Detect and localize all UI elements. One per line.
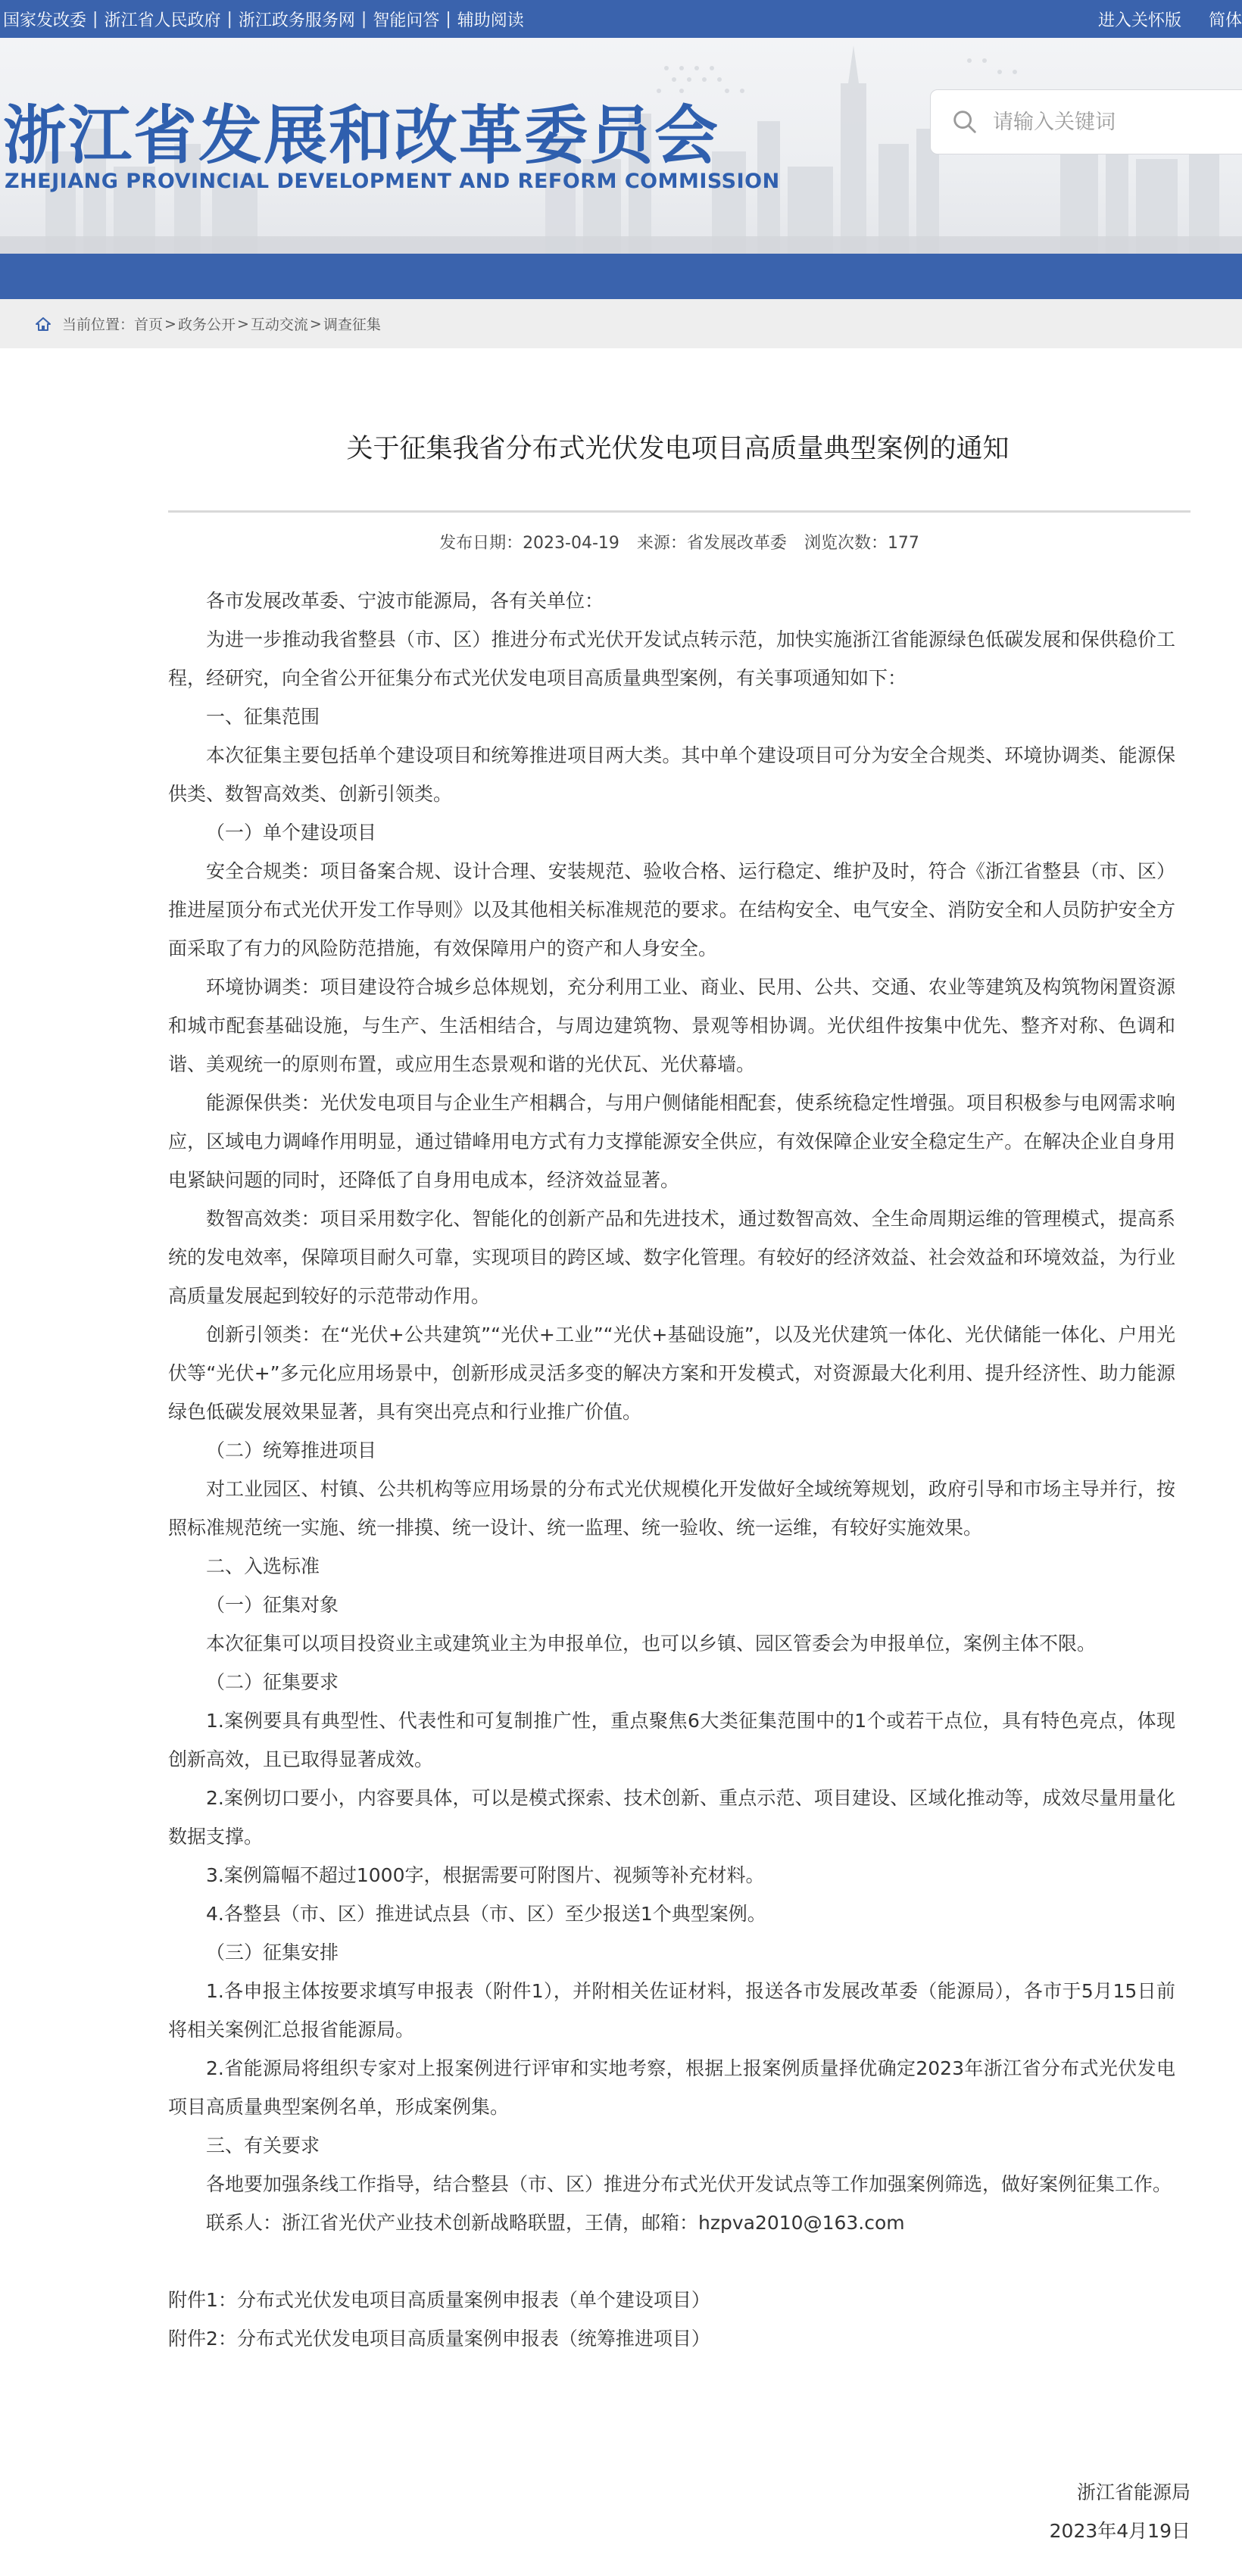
paragraph: 能源保供类：光伏发电项目与企业生产相耦合，与用户侧储能相配套，使系统稳定性增强。项目积极参与电网需求响应，区域电力调峰作用明显，通过错峰用电方式有力支撑能源安全供应，有效保障企业安全稳定生产。在解决企业自身用电紧缺问题的同时，还降低了自身用电成本，经济效益显著。 <box>168 1092 1175 1191</box>
breadcrumb-label: 当前位置： <box>62 317 135 333</box>
breadcrumb <box>35 299 381 348</box>
divider: | <box>226 9 232 29</box>
site-logo-title[interactable]: 浙江省发展和改革委员会 <box>3 98 720 173</box>
paragraph: 各市发展改革委、宁波市能源局，各有关单位： <box>206 590 604 612</box>
divider: | <box>360 9 367 29</box>
article-body <box>168 582 1175 2358</box>
divider: | <box>445 9 451 29</box>
paragraph: 为进一步推动我省整县（市、区）推进分布式光伏开发试点转示范，加快实施浙江省能源绿色低碳发展和保供稳价工程，经研究，向全省公开征集分布式光伏发电项目高质量典型案例，有关事项通知如下： <box>168 628 1175 689</box>
breadcrumb-item-interaction[interactable]: 互动交流 <box>250 317 308 333</box>
paragraph: 各地要加强条线工作指导，结合整县（市、区）推进分布式光伏开发试点等工作加强案例筛选，做好案例征集工作。 <box>206 2173 1172 2195</box>
paragraph: 创新引领类：在“光伏+公共建筑”“光伏+工业”“光伏+基础设施”，以及光伏建筑一体化、光伏储能一体化、户用光伏等“光伏+”多元化应用场景中，创新形成灵活多变的解决方案和开发模式，对资源最大化利用、提升经济性、助力能源绿色低碳发展效果显著，具有突出亮点和行业推广价值。 <box>168 1324 1175 1423</box>
search-input[interactable] <box>993 111 1220 134</box>
subsection-heading: （二）征集要求 <box>206 1671 339 1693</box>
article-source: 来源：省发展改革委 <box>636 534 787 553</box>
subsection-heading: （一）征集对象 <box>206 1594 339 1616</box>
breadcrumb-item-survey[interactable]: 调查征集 <box>323 317 381 333</box>
paragraph: 1.案例要具有典型性、代表性和可复制推广性，重点聚焦6大类征集范围中的1个或若干点位，具有特色亮点，体现创新高效，且已取得显著成效。 <box>168 1710 1175 1770</box>
attachment-link-2[interactable]: 附件2：分布式光伏发电项目高质量案例申报表（统筹推进项目） <box>168 2328 710 2350</box>
site-logo-subtitle: ZHEJIANG PROVINCIAL DEVELOPMENT AND REFORM COMMISSION <box>5 170 780 193</box>
top-right-links <box>1071 0 1242 38</box>
paragraph: 本次征集可以项目投资业主或建筑业主为申报单位，也可以乡镇、园区管委会为申报单位，案例主体不限。 <box>206 1633 1097 1654</box>
search-box <box>930 89 1242 154</box>
section-heading: 一、征集范围 <box>206 706 320 728</box>
breadcrumb-separator: > <box>236 315 249 332</box>
signature-org: 浙江省能源局 <box>1076 2481 1191 2503</box>
article-title: 关于征集我省分布式光伏发电项目高质量典型案例的通知 <box>346 434 1010 464</box>
view-count: 浏览次数：177 <box>804 534 919 553</box>
contact-paragraph: 联系人：浙江省光伏产业技术创新战略联盟，王倩，邮箱：hzpva2010@163.com <box>206 2212 905 2234</box>
paragraph: 环境协调类：项目建设符合城乡总体规划，充分利用工业、商业、民用、公共、交通、农业等建筑及构筑物闲置资源和城市配套基础设施，与生产、生活相结合，与周边建筑物、景观等相协调。光伏组件按集中优先、整齐对称、色调和谐、美观统一的原则布置，或应用生态景观和谐的光伏瓦、光伏幕墙。 <box>168 976 1175 1075</box>
paragraph: 安全合规类：项目备案合规、设计合理、安装规范、验收合格、运行稳定、维护及时，符合《浙江省整县（市、区）推进屋顶分布式光伏开发工作导则》以及其他相关标准规范的要求。在结构安全、电气安全、消防安全和人员防护安全方面采取了有力的风险防范措施，有效保障用户的资产和人身安全。 <box>168 860 1175 959</box>
search-icon[interactable] <box>950 108 979 136</box>
signature-date: 2023年4月19日 <box>1049 2520 1191 2542</box>
site-header <box>0 38 1242 254</box>
breadcrumb-separator: > <box>164 315 176 332</box>
attachment-link-1[interactable]: 附件1：分布式光伏发电项目高质量案例申报表（单个建设项目） <box>168 2289 710 2311</box>
article-meta <box>0 530 1242 554</box>
nav-band <box>0 254 1242 299</box>
paragraph: 数智高效类：项目采用数字化、智能化的创新产品和先进技术，通过数智高效、全生命周期运维的管理模式，提高系统的发电效率，保障项目耐久可靠，实现项目的跨区域、数字化管理。有较好的经济效益、社会效益和环境效益，为行业高质量发展起到较好的示范带动作用。 <box>168 1208 1175 1307</box>
section-heading: 二、入选标准 <box>206 1555 320 1577</box>
top-link-zj-service[interactable]: 浙江政务服务网 <box>238 11 355 30</box>
paragraph: 1.各申报主体按要求填写申报表（附件1），并附相关佐证材料，报送各市发展改革委（能源局），各市于5月15日前将相关案例汇总报省能源局。 <box>168 1980 1175 2041</box>
home-icon <box>35 316 51 332</box>
section-heading: 三、有关要求 <box>206 2135 320 2157</box>
paragraph: 对工业园区、村镇、公共机构等应用场景的分布式光伏规模化开发做好全域统筹规划，政府引导和市场主导并行，按照标准规范统一实施、统一排摸、统一设计、统一监理、统一验收、统一运维，有较好实施效果。 <box>168 1478 1175 1539</box>
spacer <box>168 2242 1175 2281</box>
breadcrumb-bar <box>0 299 1242 348</box>
top-link-qa[interactable]: 智能问答 <box>373 11 440 30</box>
paragraph: 2.案例切口要小，内容要具体，可以是模式探索、技术创新、重点示范、项目建设、区域化推动等，成效尽量用量化数据支撑。 <box>168 1787 1175 1848</box>
signature-block <box>1050 2473 1191 2550</box>
top-link-ndrc[interactable]: 国家发改委 <box>3 11 87 30</box>
paragraph: 本次征集主要包括单个建设项目和统筹推进项目两大类。其中单个建设项目可分为安全合规类、环境协调类、能源保供类、数智高效类、创新引领类。 <box>168 744 1175 805</box>
breadcrumb-item-gov-open[interactable]: 政务公开 <box>177 317 236 333</box>
publish-date: 发布日期：2023-04-19 <box>439 534 619 553</box>
top-link-zj-gov[interactable]: 浙江省人民政府 <box>104 11 221 30</box>
top-link-reading-aid[interactable]: 辅助阅读 <box>457 11 524 30</box>
breadcrumb-separator: > <box>309 315 322 332</box>
title-divider <box>168 510 1191 513</box>
divider: | <box>92 9 98 29</box>
simplified-link[interactable]: 简体 <box>1208 11 1242 30</box>
subsection-heading: （三）征集安排 <box>206 1941 339 1963</box>
paragraph: 4.各整县（市、区）推进试点县（市、区）至少报送1个典型案例。 <box>206 1903 766 1925</box>
care-mode-link[interactable]: 进入关怀版 <box>1097 11 1181 30</box>
paragraph: 2.省能源局将组织专家对上报案例进行评审和实地考察，根据上报案例质量择优确定2023年浙江省分布式光伏发电项目高质量典型案例名单，形成案例集。 <box>168 2057 1175 2118</box>
subsection-heading: （一）单个建设项目 <box>206 822 377 844</box>
top-nav-bar <box>0 0 1242 38</box>
subsection-heading: （二）统筹推进项目 <box>206 1439 377 1461</box>
breadcrumb-item-home[interactable]: 首页 <box>134 317 164 333</box>
top-links <box>3 0 524 38</box>
paragraph: 3.案例篇幅不超过1000字，根据需要可附图片、视频等补充材料。 <box>206 1864 765 1886</box>
